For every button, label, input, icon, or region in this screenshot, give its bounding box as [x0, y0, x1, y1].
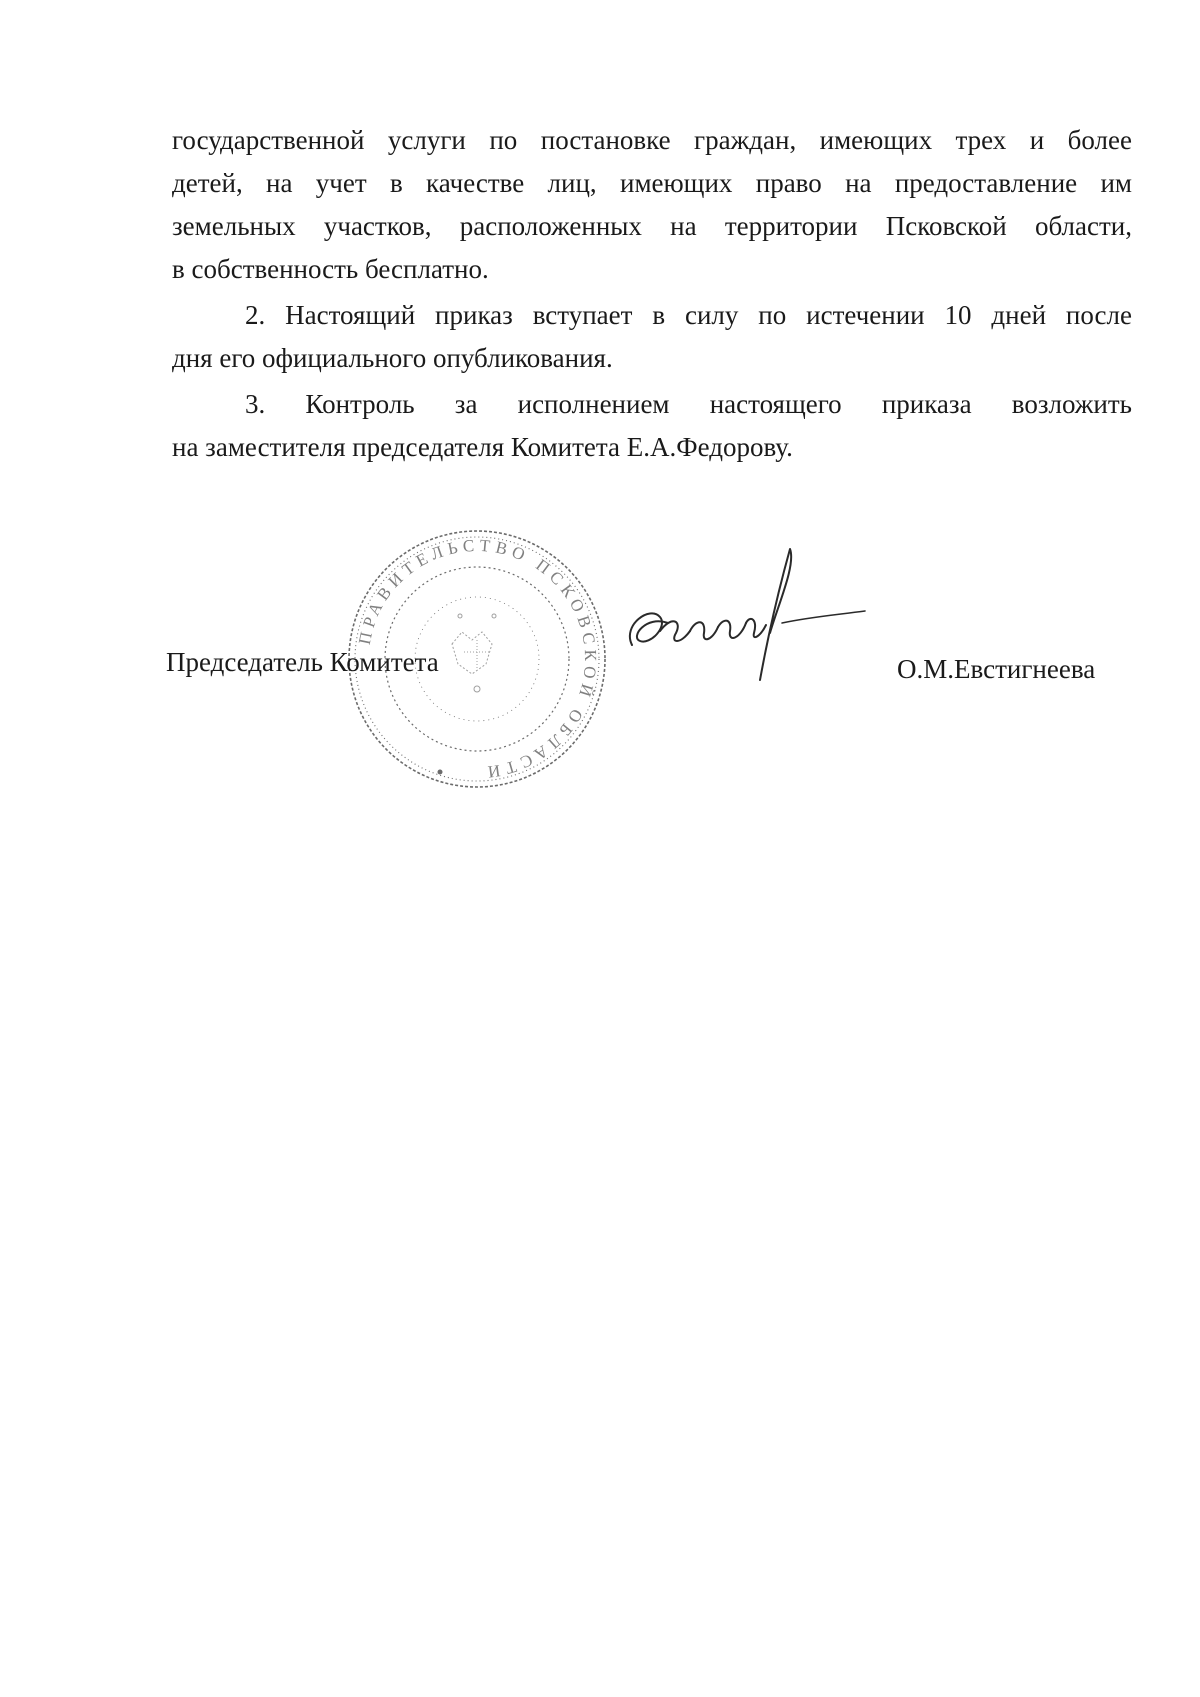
stamp-emblem-icon [452, 614, 496, 692]
signatory-position-title: Председатель Комитета [166, 647, 439, 677]
paragraph-3-line-2: на заместителя председателя Комитета Е.А.Федорову. [172, 432, 793, 462]
signatory-name: О.М.Евстигнеева [897, 654, 1096, 684]
stamp-ring-text: ПРАВИТЕЛЬСТВО ПСКОВСКОЙ ОБЛАСТИ [354, 535, 601, 783]
paragraph-2-line-2: дня его официального опубликования. [172, 343, 613, 373]
handwritten-signature [620, 545, 880, 695]
paragraph-1-line-3: земельных участков, расположенных на территории Псковской области, [172, 211, 1132, 241]
paragraph-1-line-1: государственной услуги по постановке граждан, имеющих трех и более [172, 125, 1132, 155]
paragraph-2-line-1: 2. Настоящий приказ вступает в силу по истечении 10 дней после [245, 300, 1132, 330]
paragraph-1-line-4: в собственность бесплатно. [172, 254, 489, 284]
paragraph-3-line-1: 3. Контроль за исполнением настоящего приказа возложить [245, 389, 1132, 419]
paragraph-1-line-2: детей, на учет в качестве лиц, имеющих право на предоставление им [172, 168, 1132, 198]
